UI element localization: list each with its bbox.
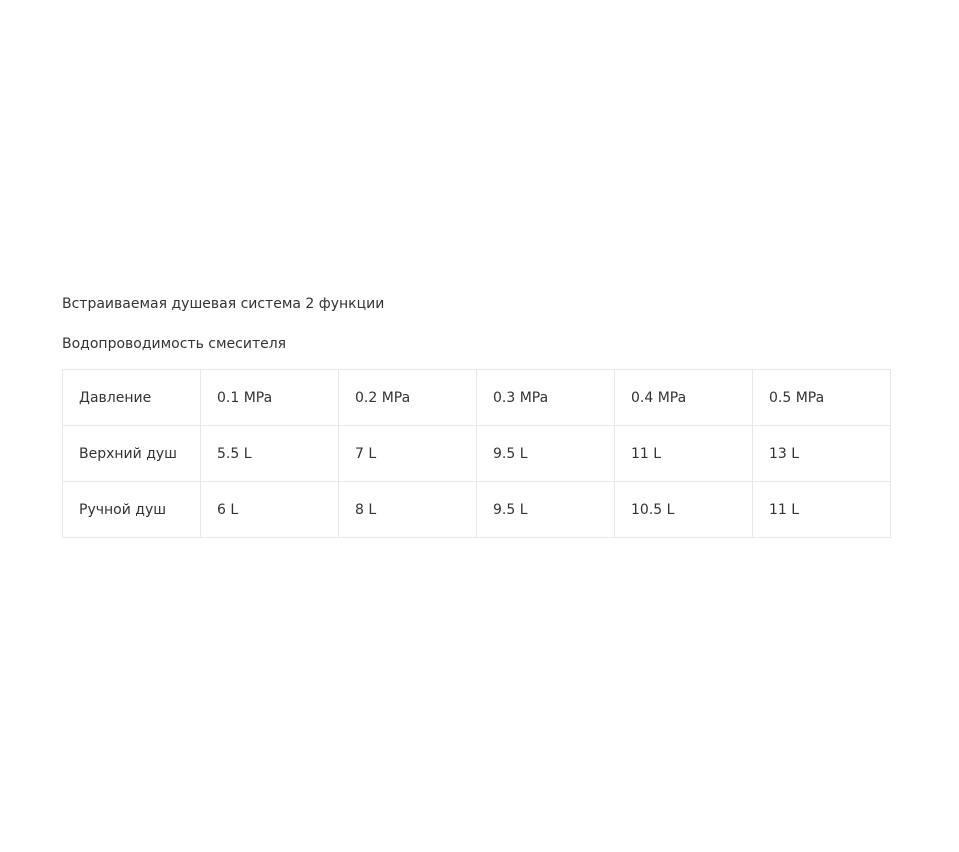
table-cell: 11 L <box>615 426 753 482</box>
table-cell: 0.1 MPa <box>201 370 339 426</box>
table-row <box>63 426 891 482</box>
row-label-overhead-shower: Верхний душ <box>63 426 201 482</box>
table-cell: 9.5 L <box>477 482 615 538</box>
table-row <box>63 370 891 426</box>
table-cell: 13 L <box>753 426 891 482</box>
table-cell: 7 L <box>339 426 477 482</box>
table-cell: 10.5 L <box>615 482 753 538</box>
table-cell: 0.2 MPa <box>339 370 477 426</box>
table-cell: 0.5 MPa <box>753 370 891 426</box>
product-spec-section <box>62 292 890 538</box>
flow-rate-table <box>62 369 891 538</box>
table-cell: 0.4 MPa <box>615 370 753 426</box>
page-title: Встраиваемая душевая система 2 функции <box>62 296 385 312</box>
row-label-pressure: Давление <box>63 370 201 426</box>
table-row <box>63 482 891 538</box>
table-cell: 5.5 L <box>201 426 339 482</box>
section-subtitle: Водопроводимость смесителя <box>62 336 287 352</box>
table-cell: 0.3 MPa <box>477 370 615 426</box>
table-cell: 11 L <box>753 482 891 538</box>
table-cell: 8 L <box>339 482 477 538</box>
table-cell: 9.5 L <box>477 426 615 482</box>
table-cell: 6 L <box>201 482 339 538</box>
row-label-hand-shower: Ручной душ <box>63 482 201 538</box>
